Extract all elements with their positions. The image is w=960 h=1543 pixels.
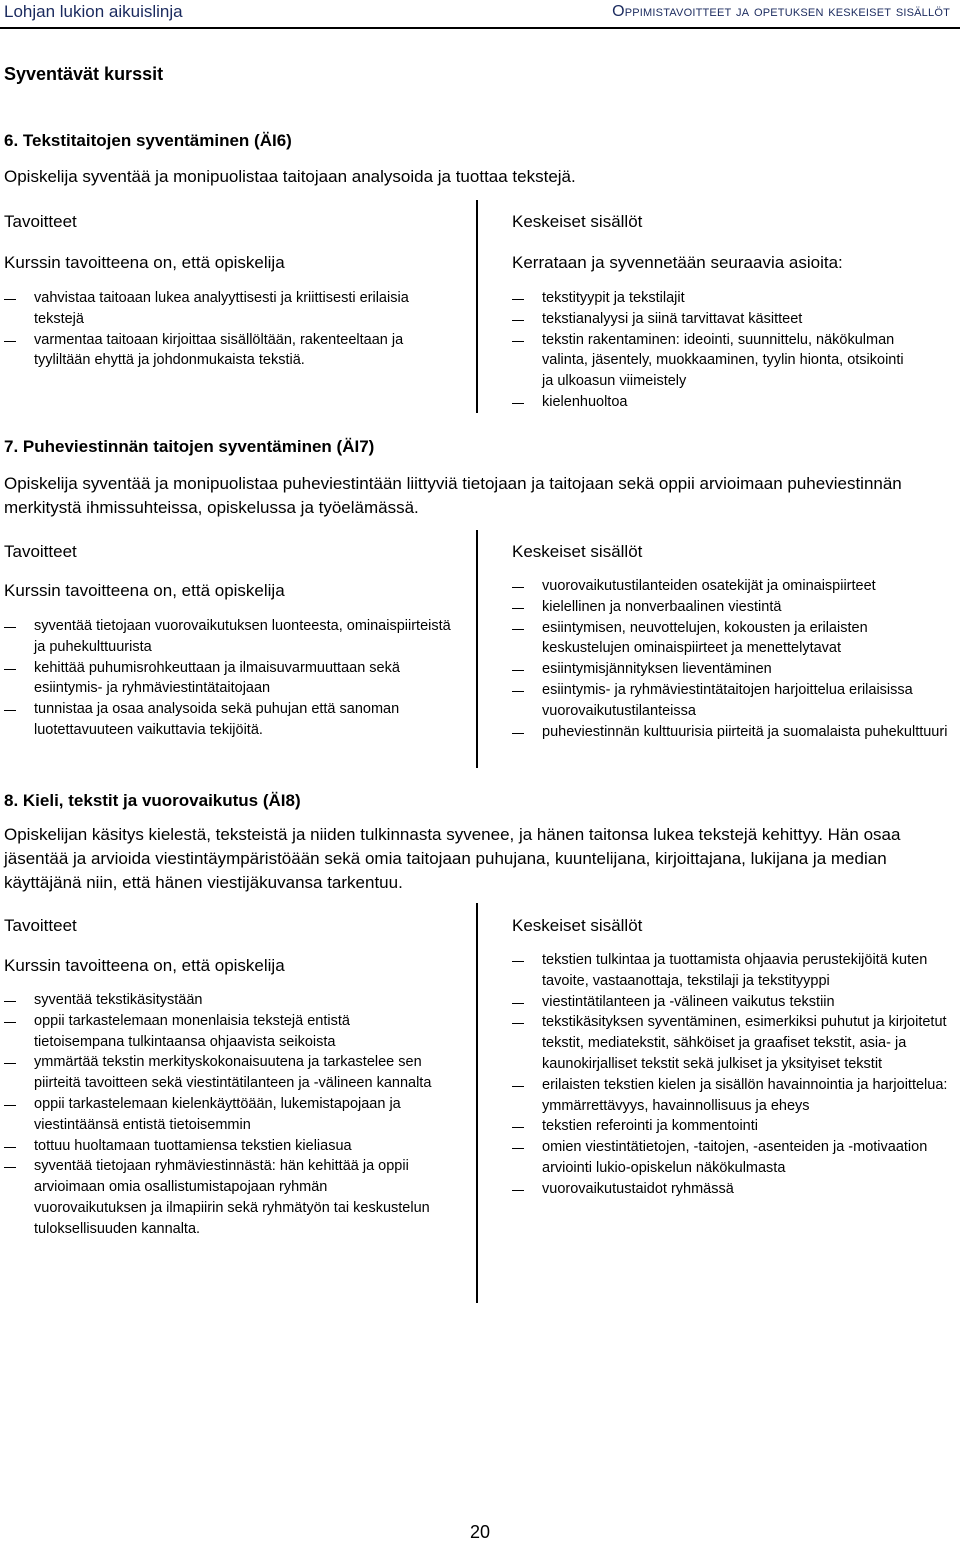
list-item: vuorovaikutustilanteiden osatekijät ja ominaispiirteet [512, 576, 952, 597]
content-heading-ai6: Keskeiset sisällöt [512, 212, 643, 231]
course-title-ai8: 8. Kieli, tekstit ja vuorovaikutus (ÄI8) [4, 791, 301, 810]
list-item: oppii tarkastelemaan monenlaisia tekstejä entistä tietoisempana tulkintaansa ohjaavista seikoista [4, 1011, 444, 1053]
goals-list-ai6 [4, 288, 454, 371]
content-list-ai7 [512, 576, 952, 742]
list-item: esiintymisjännityksen lieventäminen [512, 659, 952, 680]
list-item: kielenhuoltoa [512, 392, 912, 413]
list-item: kehittää puhumisrohkeuttaan ja ilmaisuvarmuuttaan sekä esiintymis- ja ryhmäviestintätaitojaan [4, 658, 454, 700]
list-item: tekstikäsityksen syventäminen, esimerkiksi puhutut ja kirjoitetut tekstit, mediatekstit, sähköiset ja graafiset tekstit, asia- ja kaunokirjalliset tekstit sekä julkiset ja yksityiset tekstit [512, 1012, 952, 1074]
list-item: ymmärtää tekstin merkityskokonaisuutena ja tarkastelee sen piirteitä tavoitteen sekä viestintätilanteen ja -välineen kannalta [4, 1052, 444, 1094]
list-item: tottuu huoltamaan tuottamiensa tekstien kieliasua [4, 1136, 444, 1157]
goals-list-ai7 [4, 616, 454, 741]
list-item: tekstin rakentaminen: ideointi, suunnittelu, näkökulman valinta, jäsentely, muokkaaminen, tyylin hionta, otsikointi ja ulkoasun viimeistely [512, 330, 912, 392]
list-item: tekstien referointi ja kommentointi [512, 1116, 952, 1137]
column-divider [476, 530, 478, 768]
goals-list-ai8 [4, 990, 444, 1240]
content-heading-ai8: Keskeiset sisällöt [512, 916, 643, 935]
goals-heading-ai7: Tavoitteet [4, 542, 77, 561]
course-title-ai6: 6. Tekstitaitojen syventäminen (ÄI6) [4, 131, 292, 150]
course-intro-ai8: Opiskelijan käsitys kielestä, teksteistä ja niiden tulkinnasta syvenee, ja hänen taitonsa lukea tekstejä kehittyy. Hän osaa jäsentää ja arvioida viestintäympäristöään sekä omia taitojaan puhujana, kuuntelijana, kirjoittajana, lukijana ja median käyttäjänä niin, että hänen viestijäkuvansa tarkentuu. [4, 825, 901, 892]
page-number: 20 [469, 1522, 491, 1542]
goals-lead-ai8: Kurssin tavoitteena on, että opiskelija [4, 956, 285, 975]
content-lead-ai6: Kerrataan ja syvennetään seuraavia asioita: [512, 253, 843, 272]
goals-lead-ai7: Kurssin tavoitteena on, että opiskelija [4, 581, 285, 600]
content-list-ai8 [512, 950, 952, 1200]
header-document-title: Oppimistavoitteet ja opetuksen keskeiset sisällöt [612, 3, 950, 20]
goals-heading-ai6: Tavoitteet [4, 212, 77, 231]
list-item: puheviestinnän kulttuurisia piirteitä ja suomalaista puhekulttuuri [512, 722, 952, 743]
list-item: tekstien tulkintaa ja tuottamista ohjaavia perustekijöitä kuten tavoite, vastaanottaja, tekstilaji ja tekstityyppi [512, 950, 952, 992]
header-school-name: Lohjan lukion aikuislinja [4, 2, 183, 21]
course-intro-ai6: Opiskelija syventää ja monipuolistaa taitojaan analysoida ja tuottaa tekstejä. [4, 167, 576, 186]
content-heading-ai7: Keskeiset sisällöt [512, 542, 643, 561]
list-item: vahvistaa taitoaan lukea analyyttisesti ja kriittisesti erilaisia tekstejä [4, 288, 454, 330]
list-item: syventää tietojaan vuorovaikutuksen luonteesta, ominaispiirteistä ja puhekulttuurista [4, 616, 454, 658]
section-title: Syventävät kurssit [4, 64, 164, 84]
list-item: syventää tietojaan ryhmäviestinnästä: hän kehittää ja oppii arvioimaan omia osallistumistapojaan ryhmän vuorovaikutuksen ja ilmapiirin sekä ryhmätyön tai keskustelun tuloksellisuuden kannalta. [4, 1156, 444, 1239]
list-item: vuorovaikutustaidot ryhmässä [512, 1179, 952, 1200]
list-item: esiintymisen, neuvottelujen, kokousten ja erilaisten keskustelujen ominaispiirteet ja menettelytavat [512, 618, 952, 660]
list-item: tekstianalyysi ja siinä tarvittavat käsitteet [512, 309, 912, 330]
column-divider [476, 903, 478, 1303]
goals-lead-ai6: Kurssin tavoitteena on, että opiskelija [4, 253, 285, 272]
list-item: tunnistaa ja osaa analysoida sekä puhujan että sanoman luotettavuuteen vaikuttavia tekijöitä. [4, 699, 454, 741]
list-item: tekstityypit ja tekstilajit [512, 288, 912, 309]
page-header [0, 0, 960, 26]
header-rule [0, 27, 960, 29]
list-item: oppii tarkastelemaan kielenkäyttöään, lukemistapojaan ja viestintäänsä entistä tietoisemmin [4, 1094, 444, 1136]
goals-heading-ai8: Tavoitteet [4, 916, 77, 935]
column-divider [476, 200, 478, 413]
content-list-ai6 [512, 288, 912, 413]
list-item: omien viestintätietojen, -taitojen, -asenteiden ja -motivaation arviointi lukio-opiskelun näkökulmasta [512, 1137, 952, 1179]
course-intro-ai7: Opiskelija syventää ja monipuolistaa puheviestintään liittyviä tietojaan ja taitojaan sekä oppii arvioimaan puheviestinnän merkitystä ihmissuhteissa, opiskelussa ja työelämässä. [4, 474, 902, 517]
list-item: varmentaa taitoaan kirjoittaa sisällöltään, rakenteeltaan ja tyyliltään ehyttä ja johdonmukaista tekstiä. [4, 330, 454, 372]
list-item: esiintymis- ja ryhmäviestintätaitojen harjoittelua erilaisissa vuorovaikutustilanteissa [512, 680, 952, 722]
list-item: kielellinen ja nonverbaalinen viestintä [512, 597, 952, 618]
list-item: viestintätilanteen ja -välineen vaikutus tekstiin [512, 992, 952, 1013]
list-item: erilaisten tekstien kielen ja sisällön havainnointia ja harjoittelua: ymmärrettävyys, havainnollisuus ja eheys [512, 1075, 952, 1117]
course-title-ai7: 7. Puheviestinnän taitojen syventäminen (ÄI7) [4, 437, 375, 456]
list-item: syventää tekstikäsitystään [4, 990, 444, 1011]
